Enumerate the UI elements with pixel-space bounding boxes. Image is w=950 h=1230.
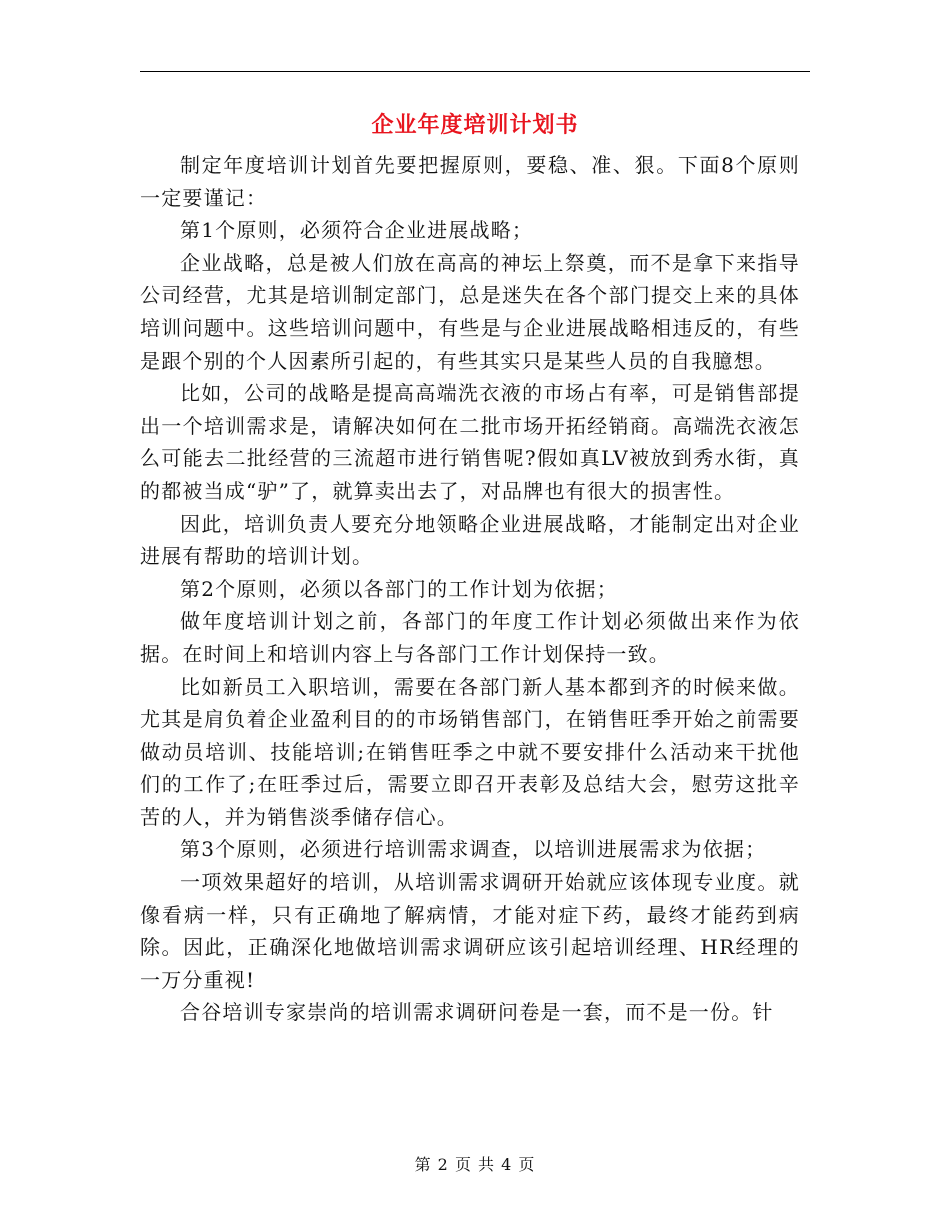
paragraph: 因此，培训负责人要充分地领略企业进展战略，才能制定出对企业进展有帮助的培训计划。	[140, 511, 800, 569]
header-rule	[140, 71, 810, 72]
paragraph: 第1个原则，必须符合企业进展战略；	[180, 218, 534, 243]
paragraph: 第3个原则，必须进行培训需求调查，以培训进展需求为依据；	[180, 837, 767, 862]
paragraph: 合谷培训专家崇尚的培训需求调研问卷是一套，而不是一份。针	[180, 1000, 774, 1025]
paragraph: 做年度培训计划之前，各部门的年度工作计划必须做出来作为依据。在时间上和培训内容上与各部门工作计划保持一致。	[140, 609, 800, 666]
document-title: 企业年度培训计划书	[371, 112, 579, 138]
paragraph: 比如新员工入职培训，需要在各部门新人基本都到齐的时候来做。尤其是肩负着企业盈利目的的市场销售部门，在销售旺季开始之前需要做动员培训、技能培训;在销售旺季之中就不要安排什么活动来干扰他们的工作了;在旺季过后，需要立即召开表彰及总结大会，慰劳这批辛苦的人，并为销售淡季储存信心。	[140, 674, 800, 829]
document-body	[140, 149, 800, 1029]
paragraph: 一项效果超好的培训，从培训需求调研开始就应该体现专业度。就像看病一样，只有正确地了解病情，才能对症下药，最终才能药到病除。因此，正确深化地做培训需求调研应该引起培训经理、HR经理的一万分重视!	[140, 870, 800, 992]
paragraph: 第2个原则，必须以各部门的工作计划为依据；	[180, 576, 618, 601]
paragraph: 比如，公司的战略是提高高端洗衣液的市场占有率，可是销售部提出一个培训需求是，请解决如何在二批市场开拓经销商。高端洗衣液怎么可能去二批经营的三流超市进行销售呢?假如真LV被放到秀水街，真的都被当成“驴”了，就算卖出去了，对品牌也有很大的损害性。	[140, 381, 800, 503]
paragraph: 制定年度培训计划首先要把握原则，要稳、准、狠。下面8个原则一定要谨记：	[140, 153, 800, 210]
page-footer: 第 2 页 共 4 页	[414, 1155, 536, 1174]
paragraph: 企业战略，总是被人们放在高高的神坛上祭奠，而不是拿下来指导公司经营，尤其是培训制定部门，总是迷失在各个部门提交上来的具体培训问题中。这些培训问题中，有些是与企业进展战略相违反的，有些是跟个别的个人因素所引起的，有些其实只是某些人员的自我臆想。	[140, 250, 800, 373]
